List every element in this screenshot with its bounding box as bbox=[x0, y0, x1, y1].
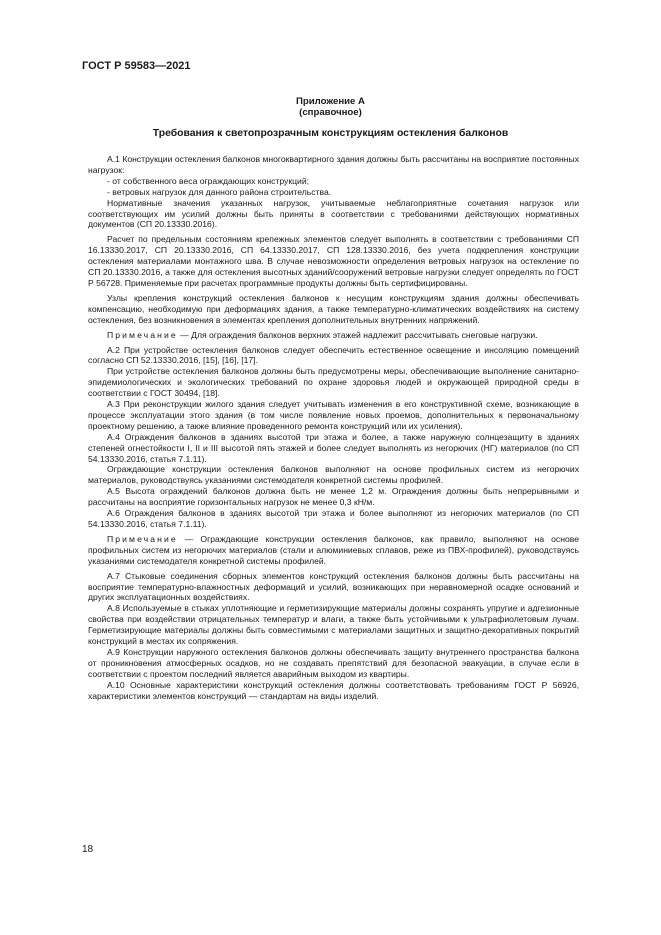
document-body bbox=[88, 154, 579, 702]
note bbox=[88, 330, 579, 341]
paragraph: А.2 При устройстве остекления балконов следует обеспечить естественное освещение и инсоляцию помещений согласно СП 52.13330.2016, [15], [16], [17]. bbox=[88, 344, 579, 366]
paragraph: При устройстве остекления балконов должны быть предусмотрены меры, обеспечивающие выполнение санитарно-эпидемиологических и экологических требований по охране здоровья людей и окружающей природной среды в соответствии с ГОСТ 30494, [18]. bbox=[88, 366, 579, 399]
paragraph: Узлы крепления конструкций остекления балконов к несущим конструкциям здания должны обеспечивать компенсацию, необходимую при деформациях здания, а также температурно-климатических воздействиях на систему остекления, без возникновения в элементах крепления дополнительных внутренних напряжений. bbox=[88, 292, 579, 325]
section-title: Требования к светопрозрачным конструкциям остекления балконов bbox=[152, 128, 509, 139]
paragraph: А.5 Высота ограждений балконов должна быть не менее 1,2 м. Ограждения должны быть непрерывными и рассчитаны на восприятие горизонтальных нагрузок не менее 0,3 кН/м. bbox=[88, 486, 579, 508]
note-label: Примечание bbox=[107, 329, 178, 340]
note bbox=[88, 534, 579, 567]
appendix-heading bbox=[82, 96, 579, 118]
paragraph: А.1 Конструкции остекления балконов многоквартирного здания должны быть рассчитаны на восприятие постоянных нагрузок: bbox=[88, 154, 579, 175]
paragraph: Ограждающие конструкции остекления балконов выполняют на основе профильных систем из негорючих материалов, руководствуясь указаниями системодателя конкретной системы профилей. bbox=[88, 464, 579, 486]
note-label: Примечание bbox=[107, 533, 178, 544]
note-text: — Для ограждения балконов верхних этажей надлежит рассчитывать снеговые нагрузки. bbox=[177, 329, 538, 340]
paragraph: Расчет по предельным состояниям крепежных элементов следует выполнять в соответствии с требованиями СП 16.13330.2017, СП 20.13330.2016, СП 64.13330.2017, СП 128.13330.2016, без учета подкрепления конструкции остекления материалами монтажного шва. В случае невозможности определения ветровых нагрузок на остекление по СП 20.13330.2016, а также для остекления высотных зданий/сооружений ветровые нагрузки следует определять по ГОСТ Р 56728. Применяемые при расчетах программные продукты должны быть сертифицированы. bbox=[88, 234, 579, 288]
paragraph: А.8 Используемые в стыках уплотняющие и герметизирующие материалы должны сохранять упругие и адгезионные свойства при воздействии отрицательных температур и влаги, а также быть устойчивыми к ультрафиолетовым лучам. Герметизирующие материалы должны быть совместимыми с материалами защитных и защитно-декоративных покрытий конструкций в местах их сопряжения. bbox=[88, 603, 579, 647]
paragraph: А.3 При реконструкции жилого здания следует учитывать изменения в его конструктивной схеме, возникающие в процессе эксплуатации этого здания (в том числе появление новых проемов, дополнительных к первоначальному проектному решению, а также влияние проведенного ремонта конструкций или их усиления). bbox=[88, 399, 579, 431]
appendix-subtitle: (справочное) bbox=[299, 107, 362, 118]
paragraph: Нормативные значения указанных нагрузок, учитываемые неблагоприятные сочетания нагрузок или соответствующих им усилий должны быть приняты в соответствии с требованиями действующих нормативных документов (СП 20.13330.2016). bbox=[88, 197, 579, 230]
list-item: - ветровых нагрузок для данного района строительства. bbox=[107, 186, 332, 197]
list-item: - от собственного веса ограждающих конструкций; bbox=[107, 175, 310, 186]
paragraph: А.7 Стыковые соединения сборных элементов конструкций остекления балконов должны быть рассчитаны на восприятие температурно-влажностных деформаций и усилий, возникающих при неравномерной осадке оснований и других эксплуатационных воздействиях. bbox=[88, 570, 579, 603]
document-standard-number: ГОСТ Р 59583—2021 bbox=[82, 60, 191, 72]
paragraph: А.6 Ограждения балконов в зданиях высотой три этажа и более выполняют из негорючих материалов (по СП 54.13330.2016, статья 7.1.11). bbox=[88, 508, 579, 529]
appendix-title: Приложение А bbox=[296, 96, 365, 107]
page-number: 18 bbox=[82, 844, 94, 855]
paragraph: А.4 Ограждения балконов в зданиях высотой три этажа и более, а также наружную солнцезащиту в зданиях степеней огнестойкости I, II и III высотой пять этажей и более следует выполнять из негорючих (НГ) материалов (по СП 54.13330.2016, статья 7.1.11). bbox=[88, 431, 579, 464]
note-text: — Ограждающие конструкции остекления балконов, как правило, выполняют на основе профильных систем из негорючих материалов (стали и алюминиевых сплавов, реже из ПВХ-профилей), руководствуясь указаниями системодателя конкретной системы профилей. bbox=[88, 533, 579, 566]
paragraph: А.10 Основные характеристики конструкций остекления должны соответствовать требованиям ГОСТ Р 56926, характеристики элементов конструкций — стандартам на виды изделий. bbox=[88, 679, 579, 701]
paragraph: А.9 Конструкции наружного остекления балконов должны обеспечивать защиту внутреннего пространства балкона от проникновения атмосферных осадков, но не создавать препятствий для безопасной эвакуации, в случае если в соответствии с проектом последний является аварийным выходом из квартиры. bbox=[88, 646, 579, 679]
